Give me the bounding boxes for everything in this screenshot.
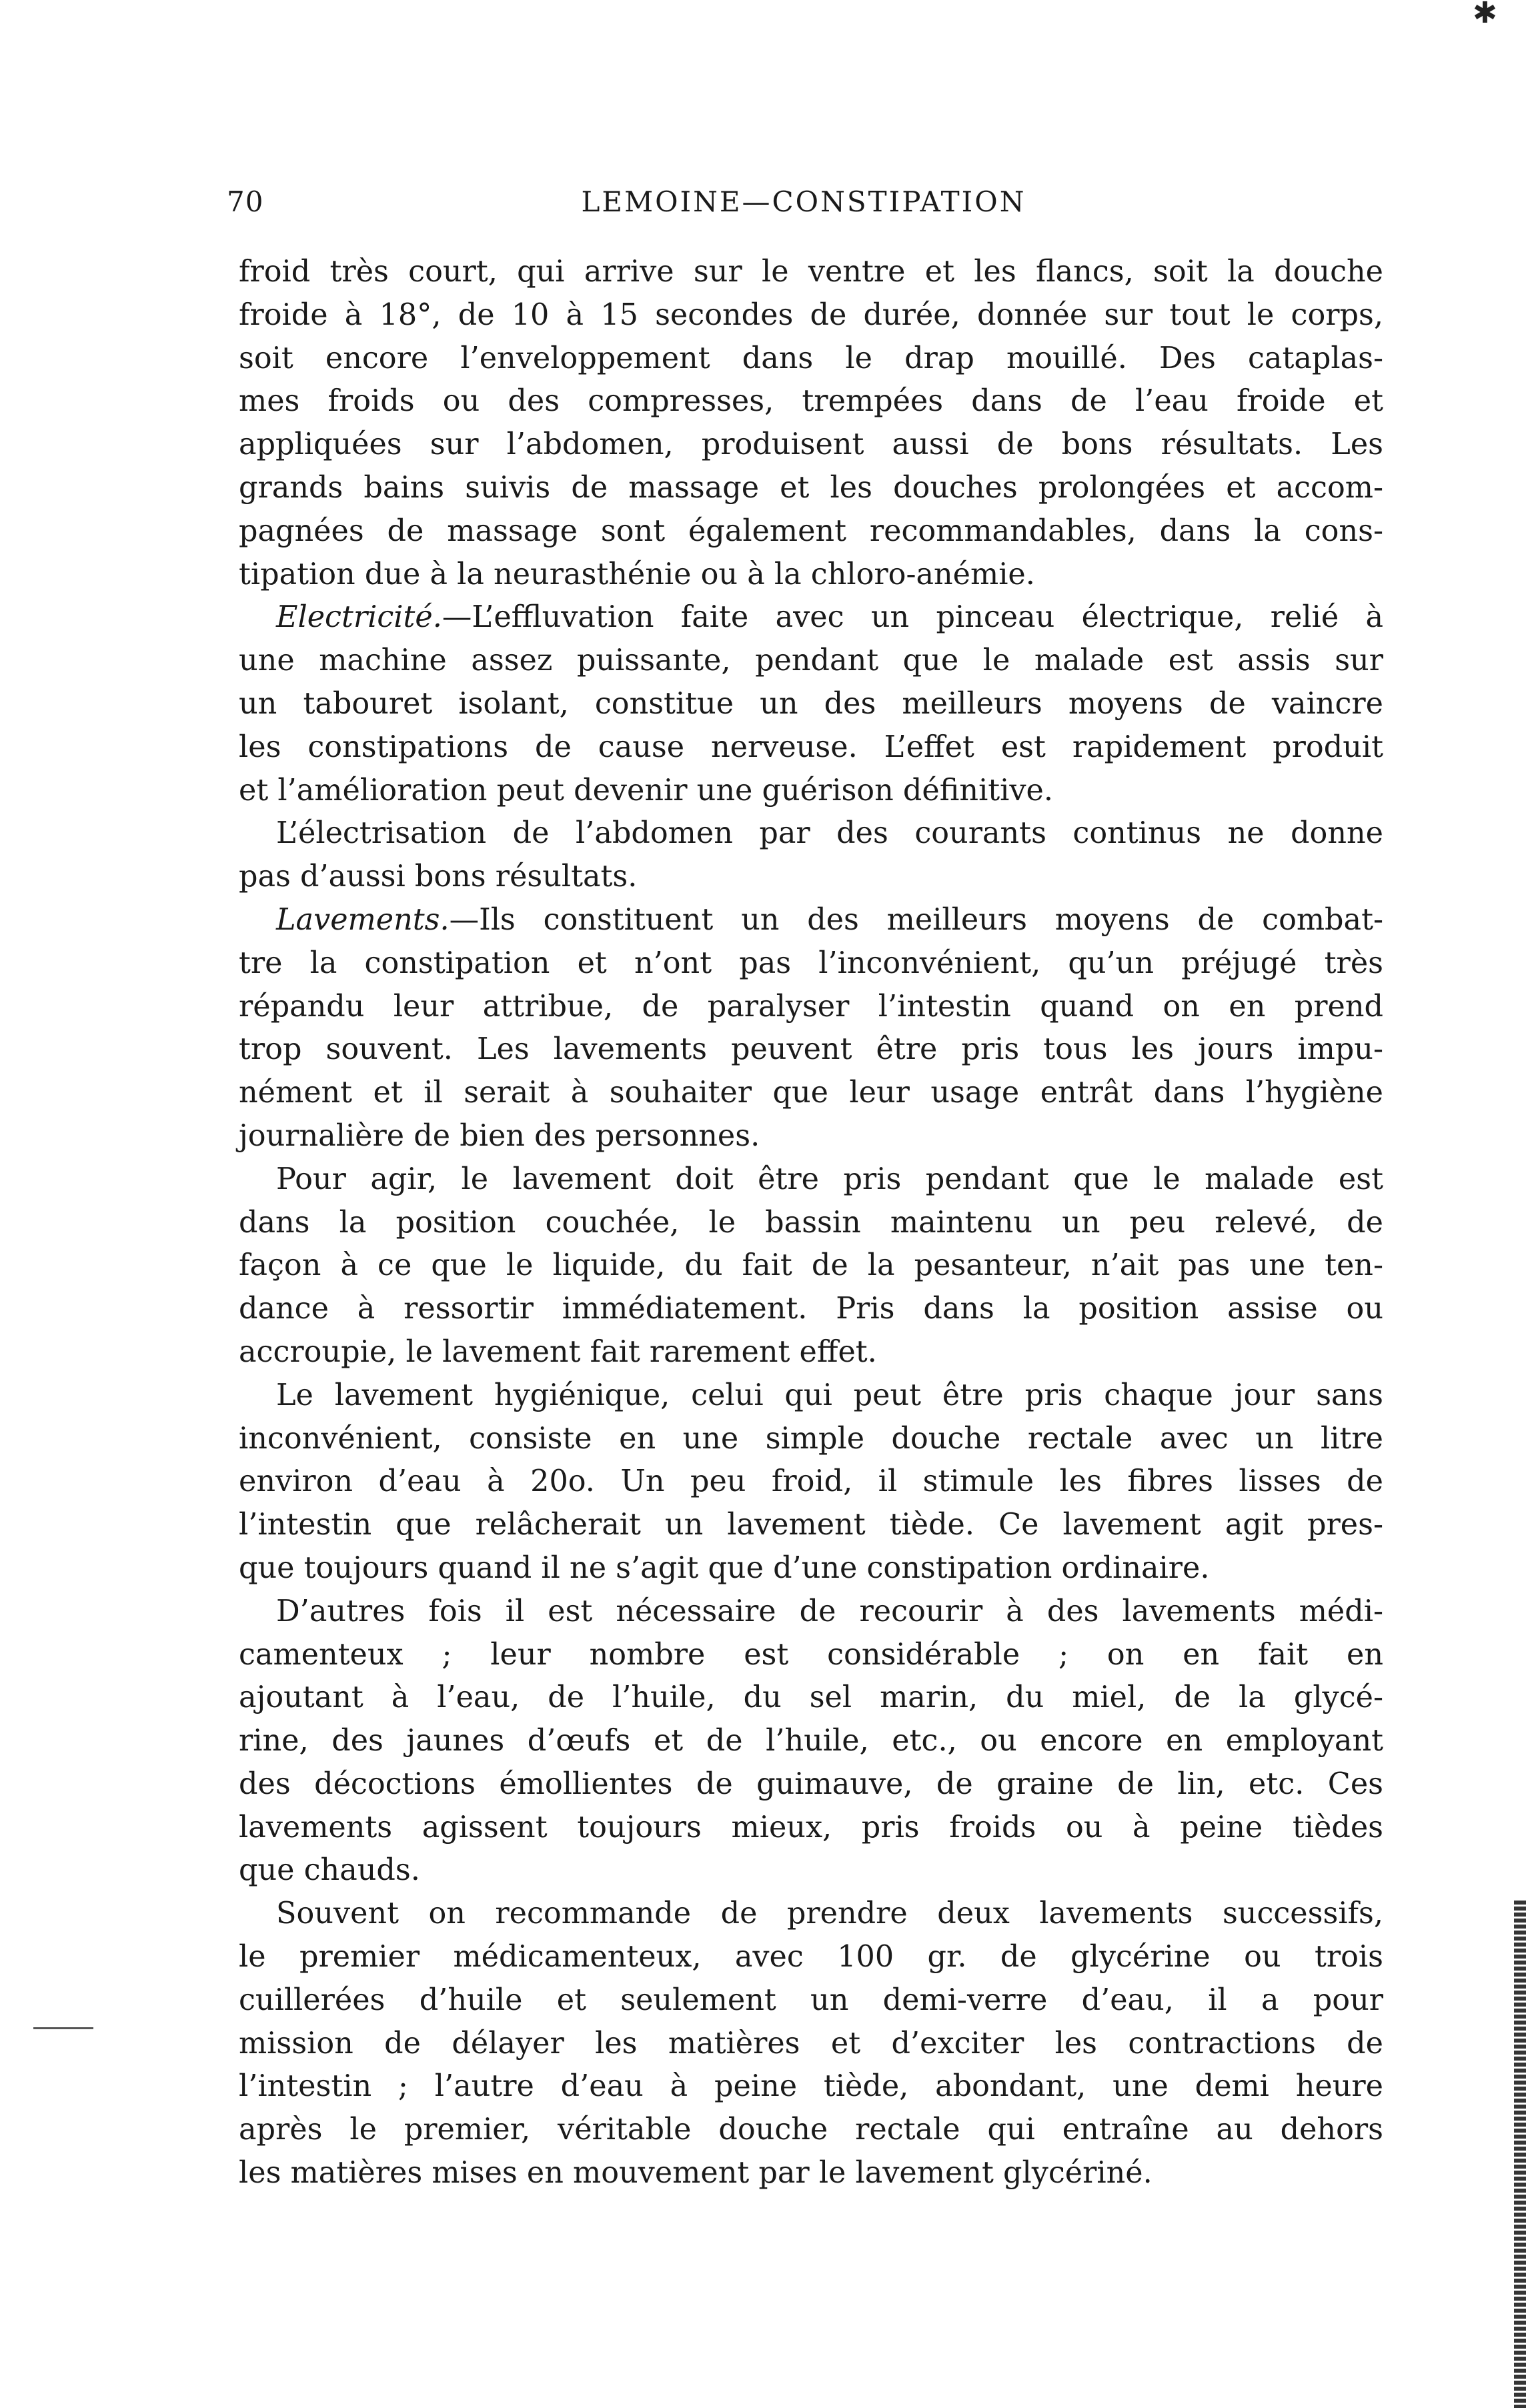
text-line: soit encore l’enveloppement dans le drap mouillé. Des cataplas- xyxy=(239,341,1383,375)
text-line: environ d’eau à 20o. Un peu froid, il stimule les fibres lisses de xyxy=(239,1464,1383,1499)
paragraph-lavements xyxy=(239,899,1383,1158)
paragraph xyxy=(239,812,1383,899)
text-line: des décoctions émollientes de guimauve, de graine de lin, etc. Ces xyxy=(239,1766,1383,1801)
page-number: 70 xyxy=(227,185,264,218)
margin-dash xyxy=(33,2027,93,2029)
text-line: L’électrisation de l’abdomen par des courants continus ne donne xyxy=(276,816,1383,851)
paragraph xyxy=(239,1374,1383,1590)
body-text xyxy=(239,251,1383,2195)
text-line: le premier médicamenteux, avec 100 gr. de glycérine ou trois xyxy=(239,1940,1383,1975)
text-line: journalière de bien des personnes. xyxy=(239,1118,760,1153)
text-line: façon à ce que le liquide, du fait de la pesanteur, n’ait pas une ten- xyxy=(239,1248,1383,1283)
text-fragment: —Ils constituent un des meilleurs moyens de combat- xyxy=(449,902,1383,937)
scan-edge-artifact xyxy=(1514,1901,1526,2408)
text-line: pagnées de massage sont également recommandables, dans la cons- xyxy=(239,513,1383,548)
text-line: dance à ressortir immédiatement. Pris dans la position assise ou xyxy=(239,1292,1383,1326)
paragraph-electricite xyxy=(239,596,1383,812)
text-line: tipation due à la neurasthénie ou à la chloro-anémie. xyxy=(239,557,1035,591)
text-line: rine, des jaunes d’œufs et de l’huile, etc., ou encore en employant xyxy=(239,1724,1383,1758)
text-line: l’intestin que relâcherait un lavement tiède. Ce lavement agit pres- xyxy=(239,1508,1383,1542)
text-line: froid très court, qui arrive sur le ventre et les flancs, soit la douche xyxy=(239,255,1383,289)
text-line: cuillerées d’huile et seulement un demi-verre d’eau, il a pour xyxy=(239,1983,1383,2017)
text-line: inconvénient, consiste en une simple douche rectale avec un litre xyxy=(239,1421,1383,1456)
text-line: les matières mises en mouvement par le lavement glycériné. xyxy=(239,2156,1153,2191)
text-line: Le lavement hygiénique, celui qui peut être pris chaque jour sans xyxy=(276,1378,1383,1412)
section-lead: Electricité. xyxy=(276,600,442,635)
text-line xyxy=(239,899,1383,942)
text-line: un tabouret isolant, constitue un des meilleurs moyens de vaincre xyxy=(239,686,1383,721)
text-line: lavements agissent toujours mieux, pris froids ou à peine tièdes xyxy=(239,1810,1383,1845)
text-fragment: —L’effluvation faite avec un pinceau électrique, relié à xyxy=(442,600,1383,635)
text-line: après le premier, véritable douche rectale qui entraîne au dehors xyxy=(239,2113,1383,2147)
text-line: et l’amélioration peut devenir une guérison définitive. xyxy=(239,773,1054,808)
text-line: accroupie, le lavement fait rarement effet. xyxy=(239,1334,877,1369)
text-line xyxy=(239,596,1383,640)
text-line: nément et il serait à souhaiter que leur usage entrât dans l’hygiène xyxy=(239,1076,1383,1110)
paragraph xyxy=(239,251,1383,596)
text-line: Pour agir, le lavement doit être pris pendant que le malade est xyxy=(276,1162,1383,1196)
text-line: tre la constipation et n’ont pas l’inconvénient, qu’un préjugé très xyxy=(239,946,1383,980)
text-line: les constipations de cause nerveuse. L’effet est rapidement produit xyxy=(239,730,1383,764)
text-line: que chauds. xyxy=(239,1853,420,1888)
text-line: dans la position couchée, le bassin maintenu un peu relevé, de xyxy=(239,1205,1383,1240)
text-line: l’intestin ; l’autre d’eau à peine tiède, abondant, une demi heure xyxy=(239,2069,1383,2104)
text-line: trop souvent. Les lavements peuvent être pris tous les jours impu- xyxy=(239,1032,1383,1067)
text-line: ajoutant à l’eau, de l’huile, du sel marin, du miel, de la glycé- xyxy=(239,1680,1383,1715)
text-line: appliquées sur l’abdomen, produisent aussi de bons résultats. Les xyxy=(239,427,1383,462)
text-line: pas d’aussi bons résultats. xyxy=(239,860,638,894)
page-header xyxy=(227,185,1381,232)
text-line: camenteux ; leur nombre est considérable ; on en fait en xyxy=(239,1637,1383,1672)
text-line: mission de délayer les matières et d’exciter les contractions de xyxy=(239,2026,1383,2061)
text-line: Souvent on recommande de prendre deux lavements successifs, xyxy=(276,1897,1383,1931)
section-lead: Lavements. xyxy=(276,902,450,937)
running-title: LEMOINE—CONSTIPATION xyxy=(581,185,1026,218)
text-line: que toujours quand il ne s’agit que d’une constipation ordinaire. xyxy=(239,1550,1210,1585)
paragraph xyxy=(239,1158,1383,1374)
text-line: grands bains suivis de massage et les douches prolongées et accom- xyxy=(239,470,1383,505)
text-line: mes froids ou des compresses, trempées dans de l’eau froide et xyxy=(239,384,1383,419)
paragraph xyxy=(239,1590,1383,1893)
text-line: froide à 18°, de 10 à 15 secondes de durée, donnée sur tout le corps, xyxy=(239,297,1383,332)
scan-corner-mark-icon: ✱ xyxy=(1473,0,1497,30)
text-line: répandu leur attribue, de paralyser l’intestin quand on en prend xyxy=(239,989,1383,1024)
text-line: D’autres fois il est nécessaire de recourir à des lavements médi- xyxy=(276,1594,1383,1628)
text-line: une machine assez puissante, pendant que le malade est assis sur xyxy=(239,644,1383,678)
paragraph xyxy=(239,1893,1383,2195)
